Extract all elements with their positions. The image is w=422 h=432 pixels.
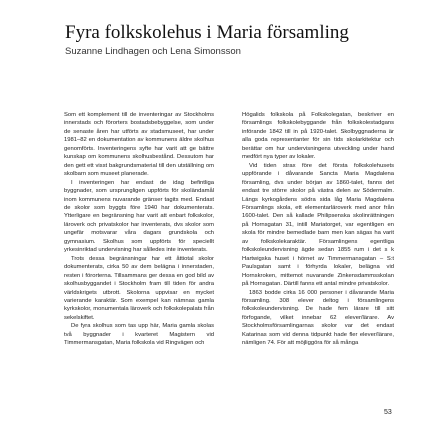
paragraph: De fyra skolhus som tas upp här, Maria gamla skolas två byggnader i kvarteret Magistern vid Timmermansgatan, Maria folkskola vid Ringvägen och — [64, 323, 214, 347]
article-title: Fyra folkskolehus i Maria församling — [65, 22, 349, 43]
paragraph: 1863 bodde cirka 16 000 personer i dåvarande Maria församling. 308 elever deltog i församlingens folkskoleundervisning. De hade fem lärare till sitt förfogande, vilket innebar 62 elever/lärare. Av Stockholmsförsamlingarnas skolor var det endast Katarinas som vid denna tidpunkt hade fler elever/lärare, nämligen 74. För att möjliggöra för så många — [242, 289, 394, 347]
page-number: 53 — [384, 409, 392, 416]
paragraph: Högalids folkskola på Folkskolegatan, beskriver en församlings folkskolebyggande från folkskolestadgans införande 1842 till in på 1920-talet. Skolbyggnaderna är alla goda representanter för sin tids skolarkitektur och berättar om hur undervisningens utveckling under hand medfört nya typer av lokaler. — [242, 112, 394, 161]
left-column — [64, 111, 214, 348]
paragraph: Trots dessa begränsningar har ett åttiotal skolor dokumenterats, cirka 50 av dem belägna i innerstaden, resten i förorterna. Tillsammans ger dessa en god bild av skolhusbyggandet i Stockholm fram till tiden för andra världskrigets utbrott. Skolorna uppvisar en mycket varierande karaktär. Som exempel kan nämnas gamla kyrkskolor, monumentala läroverk och folkskolepalats från sekelskiftet. — [64, 255, 214, 321]
paragraph: I inventeringen har endast de idag befintliga byggnader, som ursprungligen uppförts för skoländamål inom kommunens nuvarande gränser tagits med. Endast de skolor som byggts före 1940 har dokumenterats. Ytterligare en begränsning har varit att enbart folkskolor, läroverk och privatskolor har inventerats, dvs skolor som ungefär motsvarar våra dagars grundskola och gymnasium. Skolhus som uppförts för speciellt yrkesinriktad undervisning har sålledes inte inventerats. — [64, 179, 214, 254]
article-authors: Suzanne Lindhagen och Lena Simonsson — [65, 46, 241, 57]
paragraph: Vid tiden strax före det första folkskolehusets uppförande i dåvarande Sancta Maria Magdalena församling, dvs under början av 1860-talet, fanns det endast tre större skolor på västra delen av Södermalm. Längs kyrkogårdens södra sida låg Maria Magdalena Församlings skola, ett elementarläroverk med anor från 1600-talet. Den så kallade Philipsenska skolinrättningen på Hornsgatan 31, intill Mariatorget, var egentligen en skola för mindre bemedlade barn men kan sägas ha varit av folkskolekaraktär. Församlingens egentliga folkskoleundervisning ägde sedan 1855 rum i det s k Hartwigska huset i hörnet av Timmermansgatan – S:t Paulsgatan samt i förhyrda lokaler, belägna vid Hornskroken, mittemot nuvarande Zinkensdammsskolan på Hornsgatan. Därtill fanns ett antal mindre privatskolor. — [242, 162, 394, 288]
paragraph: Som ett komplement till de inventeringar av Stockholms innerstads och förorters bostadsbebyggelse, som under de senaste åren har utförts av stadsmuseet, har under 1981–82 en dokumentation av kommunens äldre skolhus genomförts. Inventeringens syfte har varit att ge bättre kunskap om kommunens skolhusbestånd. Dessutom har den gett ett visst bakgrundsmaterial till den utställning om skolbarn som museet planerade. — [64, 112, 214, 178]
right-column — [242, 111, 394, 348]
